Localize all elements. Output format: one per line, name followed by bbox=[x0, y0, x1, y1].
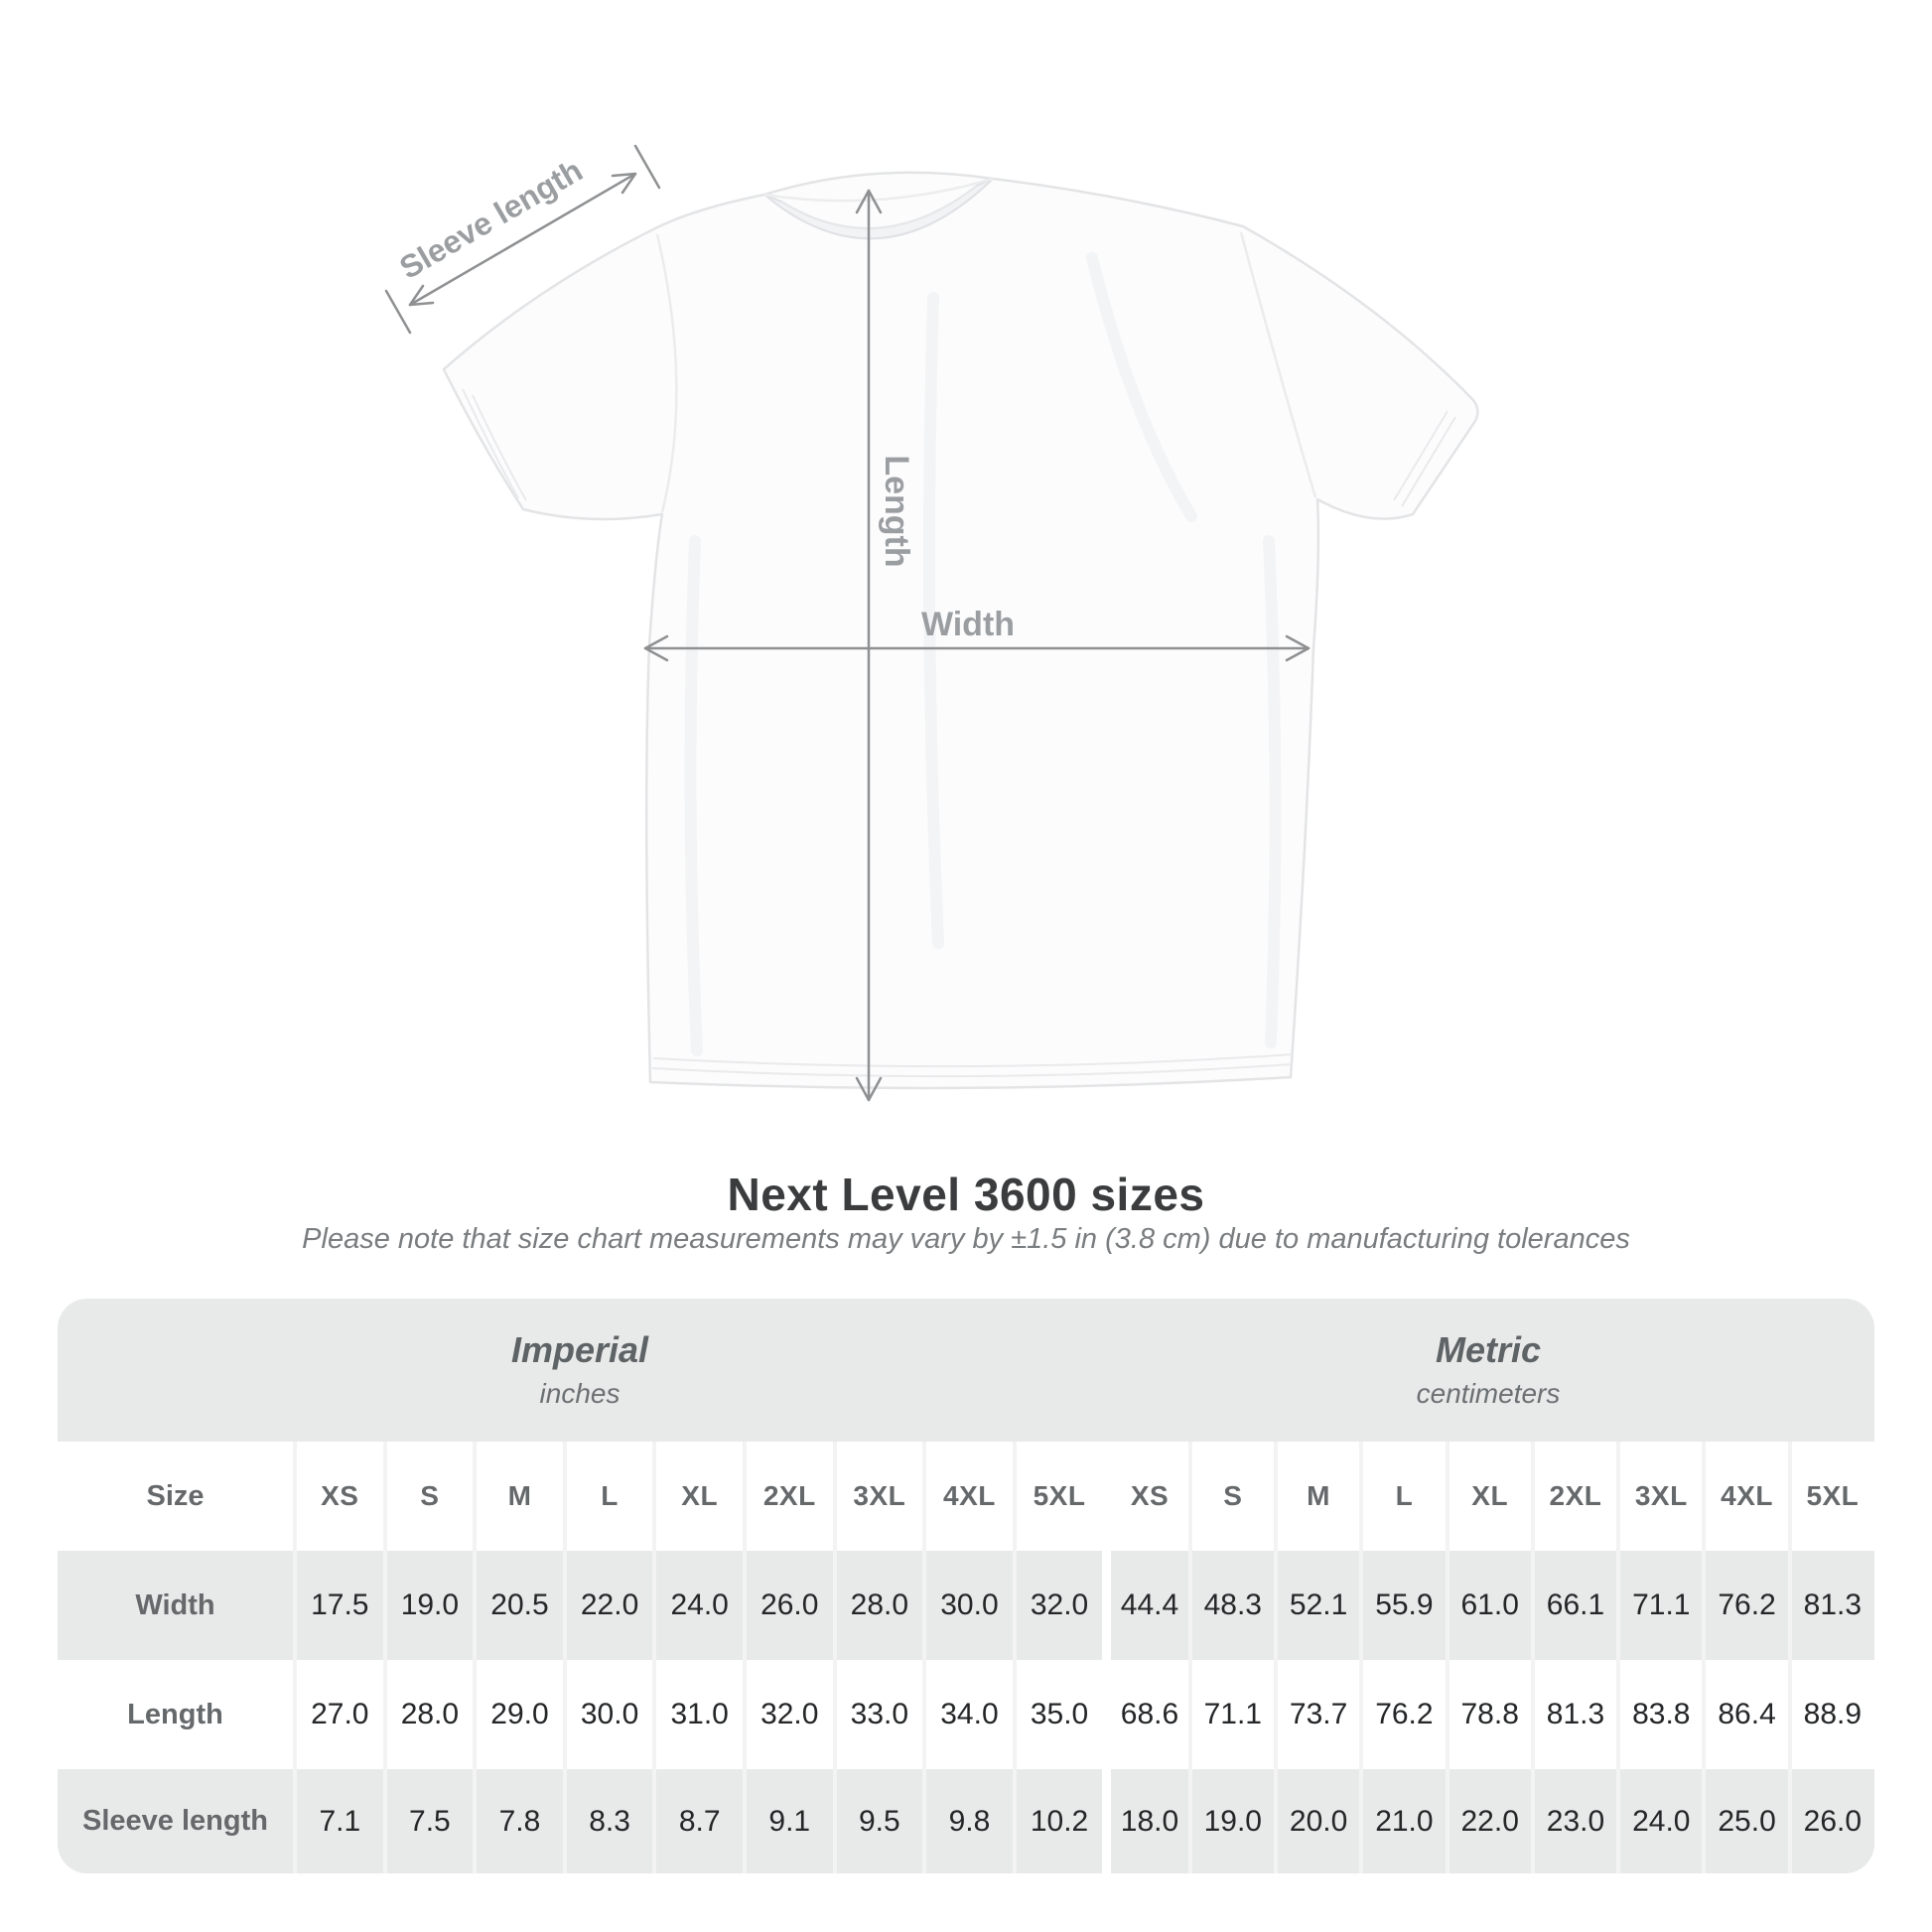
unit-group-band bbox=[58, 1299, 1874, 1442]
sleeve-row-label: Sleeve length bbox=[82, 1805, 268, 1837]
size-table bbox=[58, 1299, 1874, 1873]
size-header-cell: 2XL bbox=[1531, 1442, 1616, 1551]
sleeve-value-cell: 25.0 bbox=[1702, 1769, 1787, 1873]
width-value-cell: 17.5 bbox=[293, 1551, 383, 1660]
sleeve-length-label: Sleeve length bbox=[393, 152, 589, 286]
width-value-cell: 71.1 bbox=[1616, 1551, 1702, 1660]
sleeve-value-cell: 20.0 bbox=[1274, 1769, 1359, 1873]
sleeve-value-cell: 22.0 bbox=[1446, 1769, 1531, 1873]
width-value-cell: 66.1 bbox=[1531, 1551, 1616, 1660]
size-header-cell: XL bbox=[1446, 1442, 1531, 1551]
table-row bbox=[58, 1442, 1874, 1551]
width-value-cell: 26.0 bbox=[743, 1551, 833, 1660]
size-header-cell: 4XL bbox=[922, 1442, 1013, 1551]
metric-unit-label: centimeters bbox=[1416, 1378, 1561, 1409]
sleeve-value-cell: 18.0 bbox=[1102, 1769, 1187, 1873]
sleeve-value-cell: 8.3 bbox=[563, 1769, 653, 1873]
length-value-cell: 35.0 bbox=[1013, 1660, 1103, 1769]
size-header-cell: XS bbox=[1102, 1442, 1187, 1551]
length-value-cell: 78.8 bbox=[1446, 1660, 1531, 1769]
length-value-cell: 29.0 bbox=[473, 1660, 563, 1769]
width-value-cell: 76.2 bbox=[1702, 1551, 1787, 1660]
length-value-cell: 27.0 bbox=[293, 1660, 383, 1769]
sleeve-value-cell: 9.5 bbox=[833, 1769, 923, 1873]
width-value-cell: 19.0 bbox=[383, 1551, 474, 1660]
length-value-cell: 28.0 bbox=[383, 1660, 474, 1769]
length-value-cell: 86.4 bbox=[1702, 1660, 1787, 1769]
size-header-cell: XS bbox=[293, 1442, 383, 1551]
size-header-cell: 5XL bbox=[1013, 1442, 1103, 1551]
length-value-cell: 30.0 bbox=[563, 1660, 653, 1769]
metric-label: Metric bbox=[1435, 1329, 1542, 1370]
sleeve-value-cell: 7.5 bbox=[383, 1769, 474, 1873]
sleeve-value-cell: 8.7 bbox=[652, 1769, 743, 1873]
width-value-cell: 61.0 bbox=[1446, 1551, 1531, 1660]
size-row-label: Size bbox=[146, 1479, 205, 1512]
width-value-cell: 44.4 bbox=[1102, 1551, 1187, 1660]
size-header-cell: 4XL bbox=[1702, 1442, 1787, 1551]
width-value-cell: 32.0 bbox=[1013, 1551, 1103, 1660]
size-header-cell: 2XL bbox=[743, 1442, 833, 1551]
length-value-cell: 88.9 bbox=[1788, 1660, 1873, 1769]
width-value-cell: 48.3 bbox=[1188, 1551, 1274, 1660]
width-value-cell: 20.5 bbox=[473, 1551, 563, 1660]
imperial-label: Imperial bbox=[510, 1329, 649, 1370]
table-row bbox=[58, 1769, 1874, 1873]
sleeve-value-cell: 26.0 bbox=[1788, 1769, 1873, 1873]
length-value-cell: 31.0 bbox=[652, 1660, 743, 1769]
width-value-cell: 24.0 bbox=[652, 1551, 743, 1660]
width-value-cell: 30.0 bbox=[922, 1551, 1013, 1660]
length-value-cell: 71.1 bbox=[1188, 1660, 1274, 1769]
length-value-cell: 76.2 bbox=[1359, 1660, 1445, 1769]
width-value-cell: 81.3 bbox=[1788, 1551, 1873, 1660]
size-header-cell: XL bbox=[652, 1442, 743, 1551]
sleeve-value-cell: 19.0 bbox=[1188, 1769, 1274, 1873]
size-table-rows bbox=[58, 1442, 1874, 1873]
width-value-cell: 55.9 bbox=[1359, 1551, 1445, 1660]
size-header-cell: S bbox=[383, 1442, 474, 1551]
length-value-cell: 68.6 bbox=[1102, 1660, 1187, 1769]
table-row bbox=[58, 1660, 1874, 1769]
size-header-cell: 3XL bbox=[833, 1442, 923, 1551]
size-header-cell: S bbox=[1188, 1442, 1274, 1551]
size-header-cell: M bbox=[473, 1442, 563, 1551]
imperial-group-header bbox=[58, 1299, 1102, 1442]
width-value-cell: 22.0 bbox=[563, 1551, 653, 1660]
sleeve-value-cell: 7.1 bbox=[293, 1769, 383, 1873]
size-chart-tolerance-note: Please note that size chart measurements may vary by ±1.5 in (3.8 cm) due to manufacturing tolerances bbox=[302, 1223, 1630, 1255]
size-header-cell: 5XL bbox=[1788, 1442, 1873, 1551]
imperial-unit-label: inches bbox=[539, 1378, 621, 1409]
length-label: Length bbox=[878, 455, 915, 568]
sleeve-value-cell: 24.0 bbox=[1616, 1769, 1702, 1873]
length-value-cell: 33.0 bbox=[833, 1660, 923, 1769]
size-header-cell: M bbox=[1274, 1442, 1359, 1551]
width-label: Width bbox=[920, 606, 1016, 643]
width-row-label: Width bbox=[135, 1588, 215, 1621]
metric-group-header bbox=[1102, 1299, 1874, 1442]
size-header-cell: L bbox=[1359, 1442, 1445, 1551]
sleeve-value-cell: 10.2 bbox=[1013, 1769, 1103, 1873]
length-row-label: Length bbox=[127, 1698, 223, 1730]
size-chart-title: Next Level 3600 sizes bbox=[727, 1169, 1205, 1220]
length-value-cell: 81.3 bbox=[1531, 1660, 1616, 1769]
sleeve-value-cell: 21.0 bbox=[1359, 1769, 1445, 1873]
length-value-cell: 73.7 bbox=[1274, 1660, 1359, 1769]
sleeve-value-cell: 9.8 bbox=[922, 1769, 1013, 1873]
sleeve-value-cell: 23.0 bbox=[1531, 1769, 1616, 1873]
length-value-cell: 32.0 bbox=[743, 1660, 833, 1769]
table-row bbox=[58, 1551, 1874, 1660]
width-value-cell: 52.1 bbox=[1274, 1551, 1359, 1660]
sleeve-value-cell: 7.8 bbox=[473, 1769, 563, 1873]
length-value-cell: 34.0 bbox=[922, 1660, 1013, 1769]
sleeve-value-cell: 9.1 bbox=[743, 1769, 833, 1873]
size-header-cell: 3XL bbox=[1616, 1442, 1702, 1551]
width-value-cell: 28.0 bbox=[833, 1551, 923, 1660]
length-value-cell: 83.8 bbox=[1616, 1660, 1702, 1769]
size-header-cell: L bbox=[563, 1442, 653, 1551]
